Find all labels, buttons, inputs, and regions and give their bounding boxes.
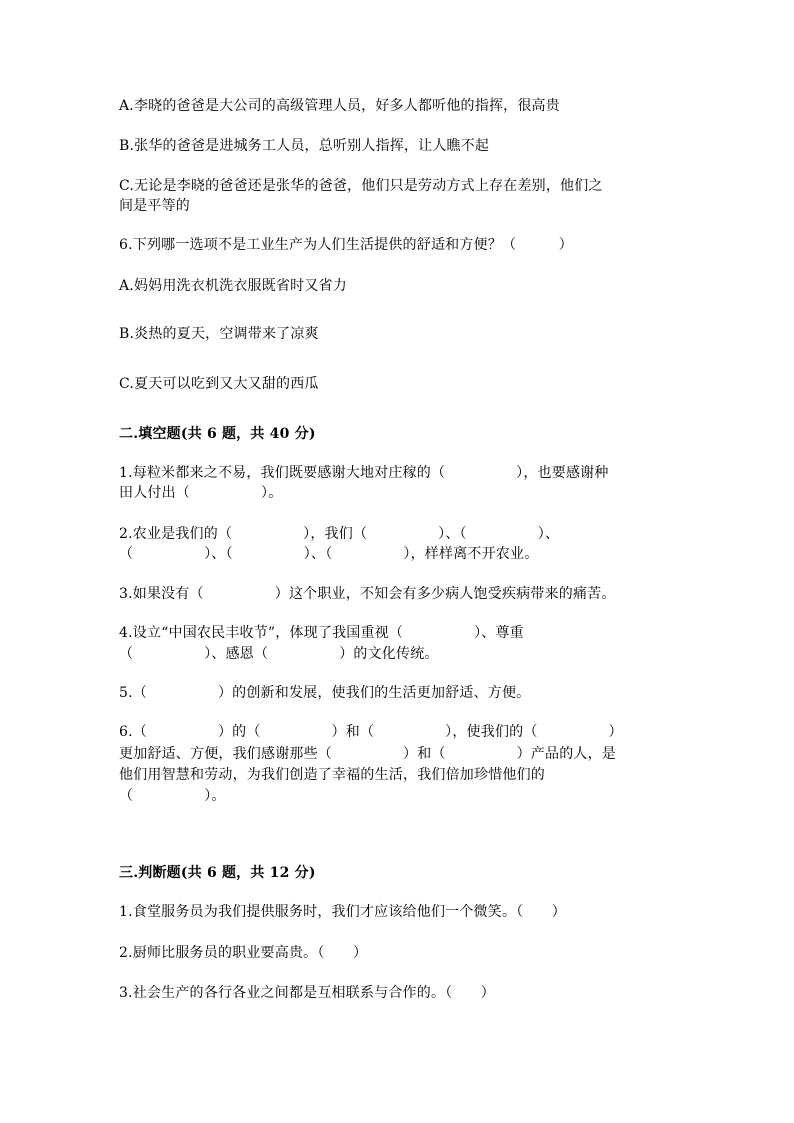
section-title-fill-blank: 二.填空题(共 6 题，共 40 分) [119,426,316,442]
fill-q2-line2: （ ）、（ ）、（ ），样样离不开农业。 [119,546,539,562]
fill-q3: 3.如果没有（ ）这个职业，不知会有多少病人饱受疾病带来的痛苦。 [119,586,616,602]
q6-option-a: A.妈妈用洗衣机洗衣服既省时又省力 [119,278,347,294]
fill-q6-line1: 6.（ ）的（ ）和（ ），使我们的（ ） [119,724,623,740]
section-title-true-false: 三.判断题(共 6 题，共 12 分) [119,865,316,881]
tf-q3: 3.社会生产的各行各业之间都是互相联系与合作的。（ ） [119,985,495,1001]
q5-option-b: B.张华的爸爸是进城务工人员，总听别人指挥，让人瞧不起 [119,138,490,154]
fill-q4-line1: 4.设立“中国农民丰收节”，体现了我国重视（ ）、尊重 [119,625,524,641]
fill-q6-line3: 他们用智慧和劳动，为我们创造了幸福的生活，我们倍加珍惜他们的 [119,767,545,783]
fill-q1-line1: 1.每粒米都来之不易，我们既要感谢大地对庄稼的（ ），也要感谢种 [119,465,609,481]
q5-option-a: A.李晓的爸爸是大公司的高级管理人员，好多人都听他的指挥，很高贵 [119,98,560,114]
q5-option-c-line1: C.无论是李晓的爸爸还是张华的爸爸，他们只是劳动方式上存在差别，他们之 [119,178,603,194]
q6-option-b: B.炎热的夏天，空调带来了凉爽 [119,326,319,342]
tf-q2: 2.厨师比服务员的职业要高贵。（ ） [119,945,368,961]
q6-stem: 6.下列哪一选项不是工业生产为人们生活提供的舒适和方便？（ ） [119,237,573,253]
fill-q4-line2: （ ）、感恩（ ）的文化传统。 [119,646,439,662]
tf-q1: 1.食堂服务员为我们提供服务时，我们才应该给他们一个微笑。（ ） [119,904,566,920]
fill-q5: 5.（ ）的创新和发展，使我们的生活更加舒适、方便。 [119,685,531,701]
fill-q6-line4: （ ）。 [119,788,226,804]
fill-q2-line1: 2.农业是我们的（ ），我们（ ）、（ ）、 [119,526,560,542]
q6-option-c: C.夏天可以吃到又大又甜的西瓜 [119,376,319,392]
q5-option-c-line2: 间是平等的 [119,198,190,214]
fill-q1-line2: 田人付出（ ）。 [119,485,283,501]
fill-q6-line2: 更加舒适、方便，我们感谢那些（ ）和（ ）产品的人，是 [119,746,616,762]
